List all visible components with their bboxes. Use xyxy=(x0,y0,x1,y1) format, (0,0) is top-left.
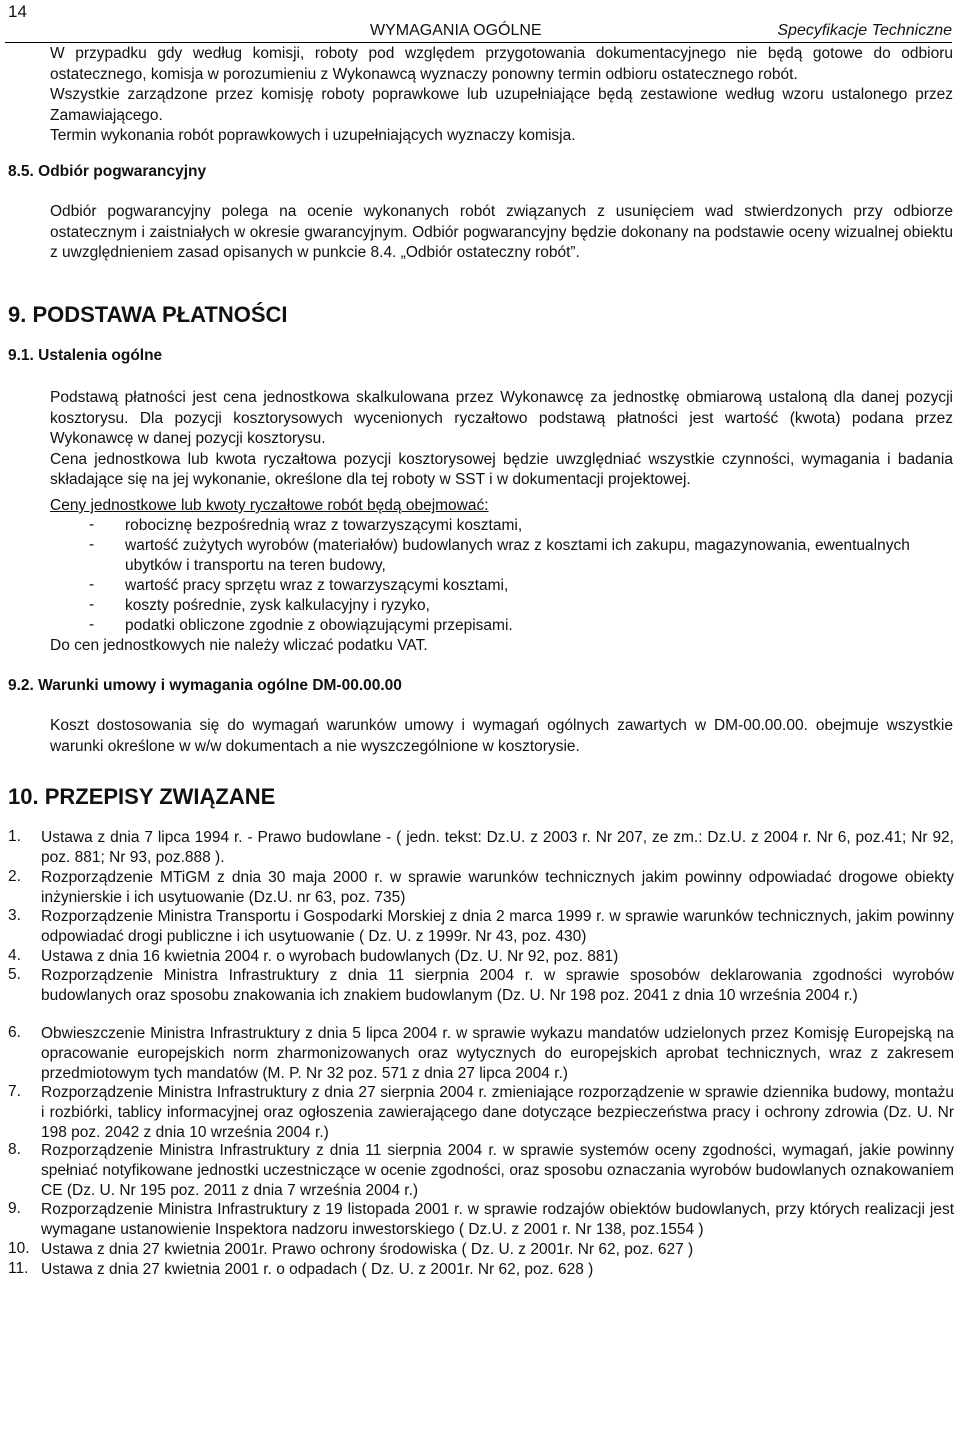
paragraph-text: Podstawą płatności jest cena jednostkowa skalkulowana przez Wykonawcę za jednostkę obmiarową ustaloną dla danej pozycji kosztorysu. Dla pozycji kosztorysowych wycenionych ryczałtowo podstawą płatności jest wartość (kwota) podana przez Wykonawcę w danej pozycji kosztorysu. xyxy=(50,389,953,448)
list-dash: - xyxy=(89,616,95,633)
list-item: wartość zużytych wyrobów (materiałów) budowlanych wraz z kosztami ich zakupu, magazynowania, ewentualnych ubytków i transportu na teren budowy, xyxy=(125,537,910,574)
reference-number: 4. xyxy=(8,947,21,964)
reference-text: Rozporządzenie Ministra Infrastruktury z 19 listopada 2001 r. w sprawie rodzajów obiektów budowlanych, przy których realizacji jest wymagane ustanowienie Inspektora nadzoru inwestorskiego ( Dz.U. z 2001 r. Nr 138, poz.1554 ) xyxy=(41,1201,954,1238)
reference-number: 7. xyxy=(8,1083,21,1100)
section-10-heading: 10. PRZEPISY ZWIĄZANE xyxy=(8,784,276,809)
reference-text: Rozporządzenie Ministra Transportu i Gospodarki Morskiej z dnia 2 marca 1999 r. w sprawie warunków technicznych, jakim powinny odpowiadać drogi publiczne i ich usytuowanie ( Dz. U. z 1999r. Nr 43, poz. 430) xyxy=(41,908,954,945)
list-item: podatki obliczone zgodnie z obowiązującymi przepisami. xyxy=(125,617,513,634)
reference-text: Rozporządzenie Ministra Infrastruktury z dnia 11 sierpnia 2004 r. w sprawie systemów oceny zgodności, wymagań, jakie powinny spełniać notyfikowane jednostki uczestniczące w ocenie zgodności, oraz sposobu oznaczania wyrobów budowlanych oznakowaniem CE (Dz. U. Nr 195 poz. 2011 z dnia 7 września 2004 r.) xyxy=(41,1142,954,1199)
reference-text: Rozporządzenie MTiGM z dnia 30 maja 2000 r. w sprawie warunków technicznych jakim powinny odpowiadać drogowe obiekty inżynierskie i ich usytuowanie (Dz.U. nr 63, poz. 735) xyxy=(41,869,954,906)
reference-number: 3. xyxy=(8,907,21,924)
section-9-heading: 9. PODSTAWA PŁATNOŚCI xyxy=(8,302,288,327)
list-item: koszty pośrednie, zysk kalkulacyjny i ryzyko, xyxy=(125,597,430,614)
vat-note: Do cen jednostkowych nie należy wliczać podatku VAT. xyxy=(50,637,428,654)
reference-number: 5. xyxy=(8,966,21,983)
paragraph-text: Cena jednostkowa lub kwota ryczałtowa pozycji kosztorysowej będzie uwzględniać wszystkie czynności, wymagania i badania składające się na jej wykonanie, określone dla tej roboty w SST i w dokumentacji projektowej. xyxy=(50,450,953,489)
reference-text: Rozporządzenie Ministra Infrastruktury z dnia 11 sierpnia 2004 r. w sprawie sposobów deklarowania zgodności wyrobów budowlanych oraz sposobu znakowania ich znakiem budowlanym (Dz. U. Nr 198 poz. 2041 z dnia 10 września 2004 r.) xyxy=(41,967,954,1004)
reference-number: 9. xyxy=(8,1200,21,1217)
section-9-2-text: Koszt dostosowania się do wymagań warunków umowy i wymagań ogólnych zawartych w DM-00.00.00. obejmuje wszystkie warunki określone w w/w dokumentach a nie wyszczególnione w kosztorysie. xyxy=(50,717,953,755)
reference-number: 10. xyxy=(8,1240,30,1257)
list-title: Ceny jednostkowe lub kwoty ryczałtowe robót będą obejmować: xyxy=(50,497,489,514)
list-item: wartość pracy sprzętu wraz z towarzyszącymi kosztami, xyxy=(125,577,509,594)
page-number: 14 xyxy=(8,2,27,21)
list-dash: - xyxy=(89,516,95,533)
section-9-1-heading: 9.1. Ustalenia ogólne xyxy=(8,347,163,364)
list-dash: - xyxy=(89,536,95,553)
section-9-1-paragraph xyxy=(50,388,953,491)
intro-text: Wszystkie zarządzone przez komisję roboty poprawkowe lub uzupełniające będą zestawione według wzoru ustalonego przez Zamawiającego. xyxy=(50,86,953,124)
reference-number: 6. xyxy=(8,1024,21,1041)
section-8-5-heading: 8.5. Odbiór pogwarancyjny xyxy=(8,163,207,180)
reference-text: Ustawa z dnia 7 lipca 1994 r. - Prawo budowlane - ( jedn. tekst: Dz.U. z 2003 r. Nr 207, ze zm.: Dz.U. z 2004 r. Nr 6, poz.41; Nr 92, poz. 881; Nr 93, poz.888 ). xyxy=(41,829,954,866)
reference-text: Obwieszczenie Ministra Infrastruktury z dnia 5 lipca 2004 r. w sprawie wykazu mandatów udzielonych przez Komisję Europejską na opracowanie europejskich norm zharmonizowanych oraz wytycznych do europejskich aprobat technicznych, wraz z zakresem przedmiotowym tych mandatów (M. P. Nr 32 poz. 571 z dnia 27 lipca 2004 r.) xyxy=(41,1025,954,1082)
intro-text: W przypadku gdy według komisji, roboty pod względem przygotowania dokumentacyjnego nie będą gotowe do odbioru ostatecznego, komisja w porozumieniu z Wykonawcą wyznaczy ponowny termin odbioru ostatecznego robót. xyxy=(50,45,953,83)
reference-text: Ustawa z dnia 27 kwietnia 2001r. Prawo ochrony środowiska ( Dz. U. z 2001r. Nr 62, poz. 627 ) xyxy=(41,1241,694,1258)
section-8-5-text: Odbiór pogwarancyjny polega na ocenie wykonanych robót związanych z usunięciem wad stwierdzonych przy odbiorze ostatecznym i zaistniałych w okresie gwarancyjnym. Odbiór pogwarancyjny będzie dokonany na podstawie oceny wizualnej obiektu z uwzględnieniem zasad opisanych w punkcie 8.4. „Odbiór ostateczny robót”. xyxy=(50,203,953,262)
header-right: Specyfikacje Techniczne xyxy=(777,22,952,39)
list-dash: - xyxy=(89,576,95,593)
section-9-2-heading: 9.2. Warunki umowy i wymagania ogólne DM-00.00.00 xyxy=(8,677,402,694)
header-center: WYMAGANIA OGÓLNE xyxy=(370,22,542,39)
list-item: robociznę bezpośrednią wraz z towarzyszącymi kosztami, xyxy=(125,517,523,534)
header-rule xyxy=(5,42,952,43)
reference-text: Rozporządzenie Ministra Infrastruktury z dnia 27 sierpnia 2004 r. zmieniające rozporządzenie w sprawie dziennika budowy, montażu i rozbiórki, tablicy informacyjnej oraz ogłoszenia zawierającego dane dotyczące bezpieczeństwa pracy i ochrony zdrowia (Dz. U. Nr 198 poz. 2042 z dnia 10 września 2004 r.) xyxy=(41,1084,954,1141)
reference-number: 2. xyxy=(8,868,21,885)
reference-number: 1. xyxy=(8,828,21,845)
reference-number: 8. xyxy=(8,1141,21,1158)
reference-text: Ustawa z dnia 27 kwietnia 2001 r. o odpadach ( Dz. U. z 2001r. Nr 62, poz. 628 ) xyxy=(41,1261,594,1278)
list-dash: - xyxy=(89,596,95,613)
intro-paragraph xyxy=(50,44,953,147)
reference-text: Ustawa z dnia 16 kwietnia 2004 r. o wyrobach budowlanych (Dz. U. Nr 92, poz. 881) xyxy=(41,948,619,965)
reference-number: 11. xyxy=(8,1260,29,1277)
intro-text: Termin wykonania robót poprawkowych i uzupełniających wyznaczy komisja. xyxy=(50,127,576,145)
